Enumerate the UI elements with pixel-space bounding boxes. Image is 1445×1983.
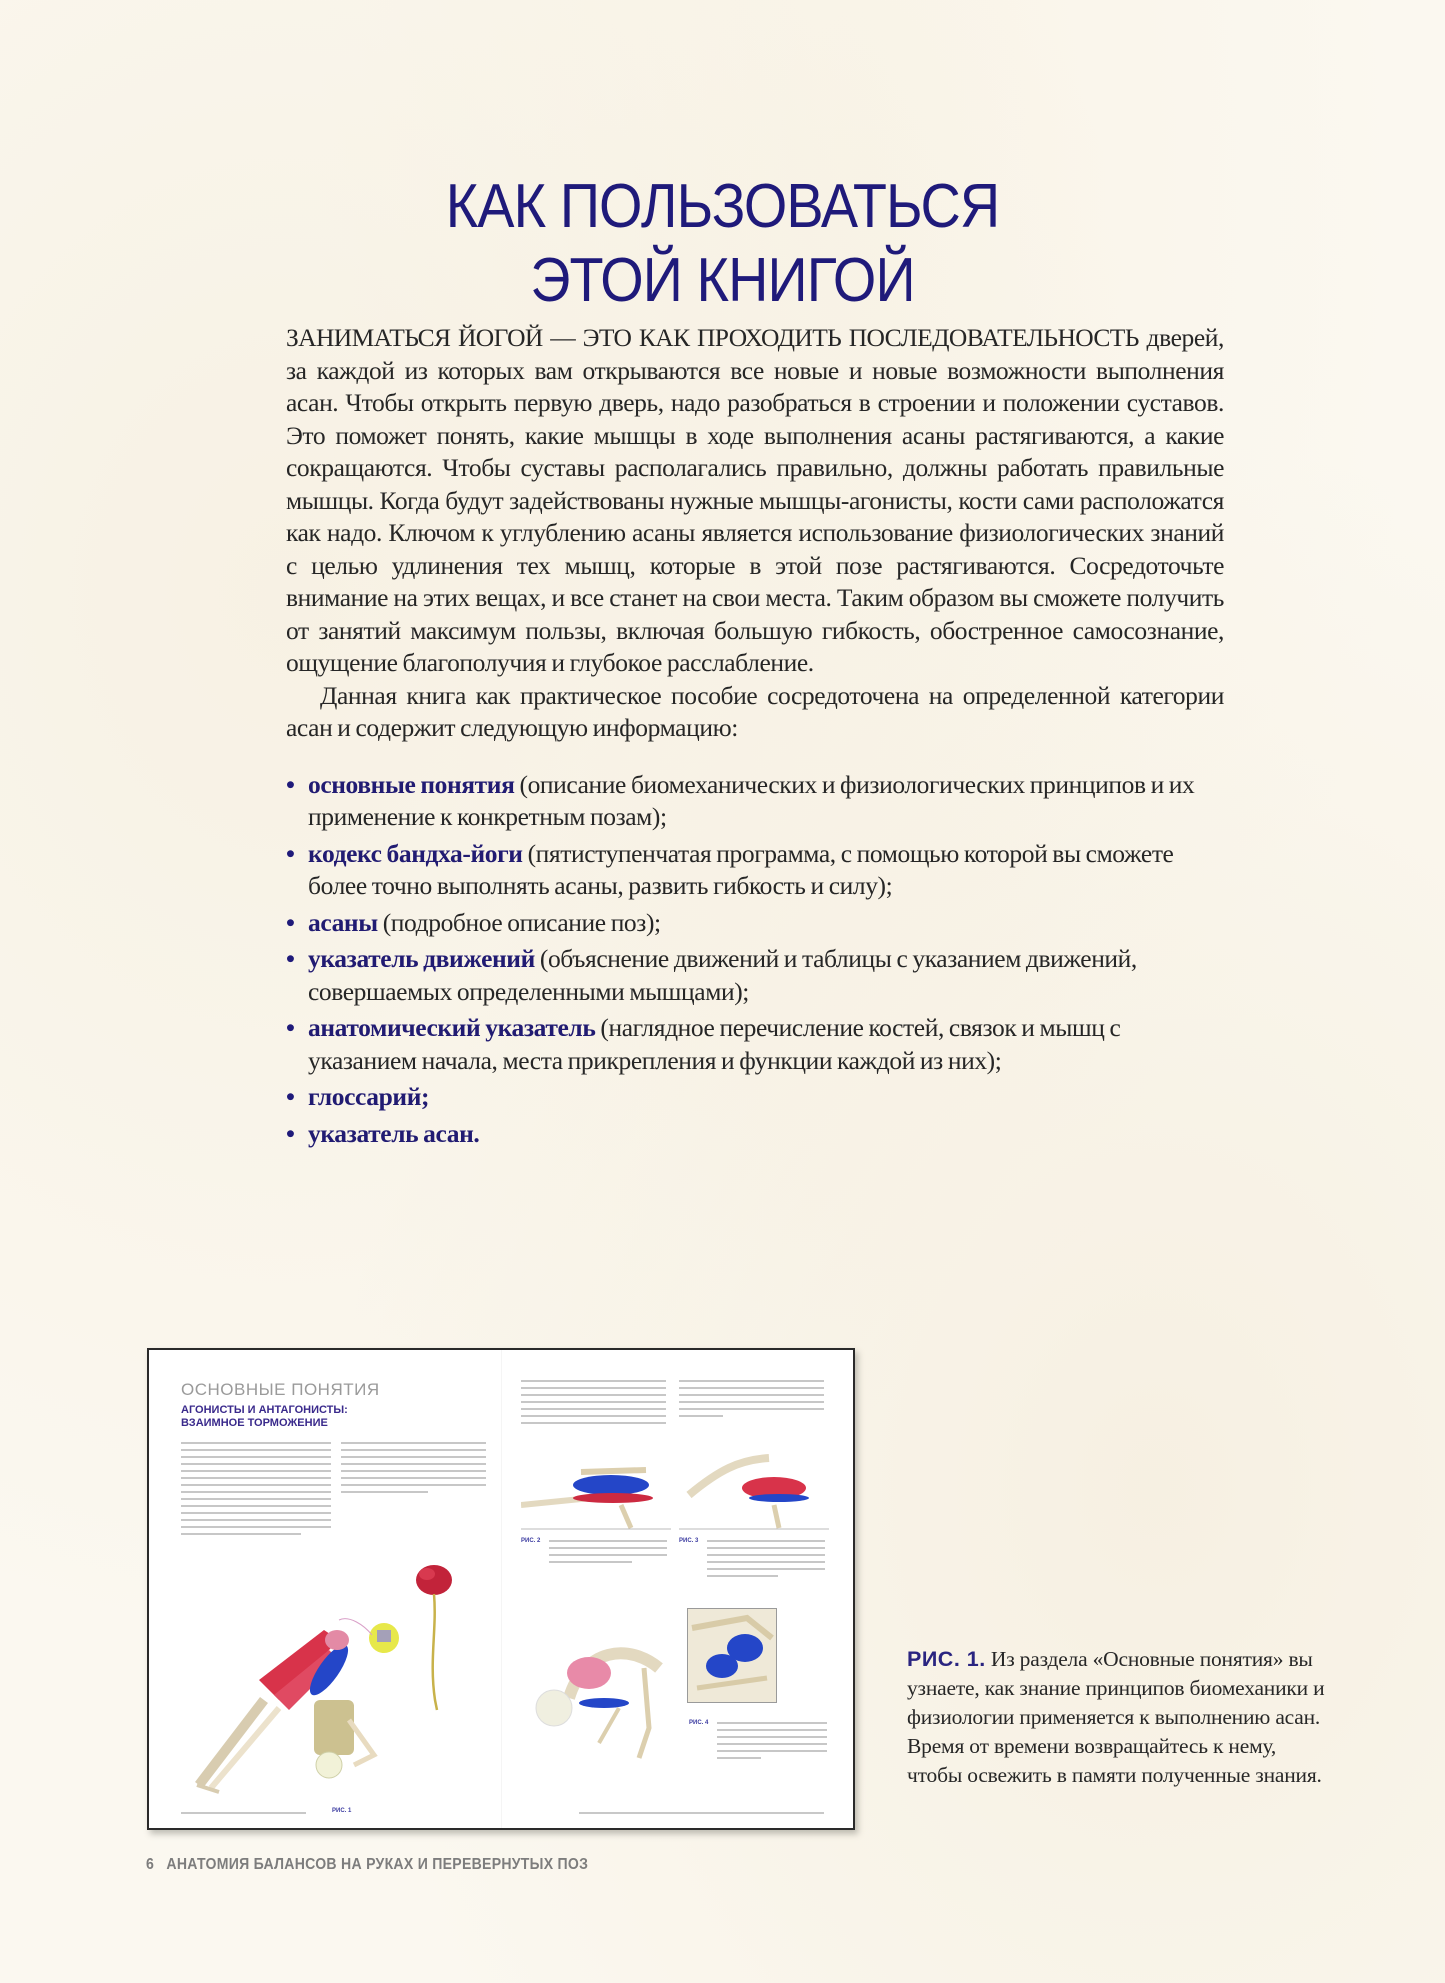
list-item xyxy=(286,838,1224,903)
list-term: указатель движений xyxy=(308,944,535,973)
bullet-icon: • xyxy=(286,838,295,868)
book-title: АНАТОМИЯ БАЛАНСОВ НА РУКАХ И ПЕРЕВЕРНУТЫХ ПОЗ xyxy=(166,1856,589,1873)
list-term: глоссарий; xyxy=(308,1082,430,1111)
list-desc: (описание биомеханических и физиологических принципов и их применение к конкретным позам); xyxy=(308,769,1195,831)
intro-body: дверей, за каждой из которых вам открываются все новые и новые возможности выполнения асан. Чтобы открыть первую дверь, надо разобраться в строении и положении суставов. Это поможет понять, какие мышцы в ходе выполнения асаны растягиваются, а какие сокращаются. Чтобы суставы располагались правильно, должны работать правильные мышцы. Когда будут задействованы нужные мышцы-агонисты, кости сами расположатся как надо. Ключом к углублению асаны является использование физиологических знаний с целью удлинения тех мышц, которые в этой позе растягиваются. Сосредоточьте внимание на этих вещах, и все станет на свои места. Таким образом вы сможете получить от занятий максимум пользы, включая большую гибкость, обостренное самосознание, ощущение благополучия и глубокое расслабление. xyxy=(286,323,1224,677)
bullet-icon: • xyxy=(286,944,295,973)
list-term: анатомический указатель xyxy=(308,1013,596,1042)
bullet-icon: • xyxy=(286,1082,295,1111)
list-desc: (наглядное перечисление костей, связок и мышц с указанием начала, места прикрепления и функции каждой из них); xyxy=(308,1013,1121,1075)
figure-caption-text: Из раздела «Основные понятия» вы узнаете, как знание принципов биомеханики и физиологии применяется к выполнению асан. Время от времени возвращайтесь к нему, чтобы освежить в памяти полученные знания. xyxy=(907,1647,1325,1787)
thumb-heading-line-2: ВЗАИМНОЕ ТОРМОЖЕНИЕ xyxy=(181,1417,328,1429)
list-item xyxy=(286,769,1224,834)
pose-illustration-2-icon xyxy=(679,1450,829,1530)
skeleton-illustration-icon xyxy=(189,1560,489,1800)
page-title-line-2: ЭТОЙ КНИГОЙ xyxy=(530,245,915,315)
contents-list xyxy=(286,769,1224,1151)
list-term: основные понятия xyxy=(308,769,515,799)
bullet-icon: • xyxy=(286,1013,295,1042)
bullet-icon: • xyxy=(286,1118,295,1148)
thumb-text-column-4 xyxy=(679,1380,824,1422)
bullet-icon: • xyxy=(286,769,295,799)
list-desc: (пятиступенчатая программа, с помощью которой вы сможете более точно выполнять асаны, развить гибкость и силу); xyxy=(308,838,1174,900)
page-title xyxy=(72,170,1373,318)
thumb-heading xyxy=(181,1404,348,1430)
thumb-section-title: ОСНОВНЫЕ ПОНЯТИЯ xyxy=(181,1380,380,1399)
running-footer xyxy=(146,1856,588,1874)
page-number: 6 xyxy=(146,1856,155,1873)
list-term: указатель асан. xyxy=(308,1118,480,1148)
thumb-heading-line-1: АГОНИСТЫ И АНТАГОНИСТЫ: xyxy=(181,1404,348,1416)
thumb-text-column-1 xyxy=(181,1442,331,1540)
thumb-text-column-2 xyxy=(341,1442,486,1498)
thumb-sub-label-2: РИС. 3 xyxy=(679,1538,699,1544)
page-title-line-1: КАК ПОЛЬЗОВАТЬСЯ xyxy=(445,171,1000,241)
list-desc: (объяснение движений и таблицы с указанием движений, совершаемых определенными мышцами); xyxy=(308,944,1137,1006)
thumb-left-footer xyxy=(181,1812,306,1814)
thumb-sub-label-3: РИС. 4 xyxy=(689,1720,709,1726)
thumb-caption-1 xyxy=(549,1540,667,1568)
thumb-caption-2 xyxy=(707,1540,825,1582)
spread-gutter xyxy=(501,1350,502,1828)
list-item xyxy=(286,1118,1224,1151)
intro-paragraph xyxy=(286,322,1224,680)
intro-lead-in: ЗАНИМАТЬСЯ ЙОГОЙ — ЭТО КАК ПРОХОДИТЬ ПОСЛЕДОВАТЕЛЬНОСТЬ xyxy=(286,323,1139,352)
pose-illustration-4-icon xyxy=(687,1608,777,1703)
figure-book-spread xyxy=(147,1348,855,1830)
thumb-figure-label: РИС. 1 xyxy=(332,1808,352,1814)
thumb-caption-3 xyxy=(717,1722,827,1764)
thumb-right-footer xyxy=(579,1812,824,1814)
list-item xyxy=(286,907,1224,940)
pose-illustration-3-icon xyxy=(529,1608,679,1768)
list-item xyxy=(286,943,1224,1008)
thumb-sub-label-1: РИС. 2 xyxy=(521,1538,541,1544)
list-term: асаны xyxy=(308,907,378,937)
pose-illustration-1-icon xyxy=(521,1450,671,1530)
contents-paragraph: Данная книга как практическое пособие сосредоточена на определенной категории асан и содержит следующую информацию: xyxy=(286,680,1224,742)
figure-caption xyxy=(907,1645,1327,1790)
thumb-text-column-3 xyxy=(521,1380,666,1429)
body-text xyxy=(286,322,1224,1154)
bullet-icon: • xyxy=(286,907,295,937)
list-term: кодекс бандха-йоги xyxy=(308,838,523,868)
list-desc: (подробное описание поз); xyxy=(377,907,661,937)
list-item xyxy=(286,1081,1224,1114)
figure-caption-label: РИС. 1. xyxy=(907,1647,986,1671)
list-item xyxy=(286,1012,1224,1077)
